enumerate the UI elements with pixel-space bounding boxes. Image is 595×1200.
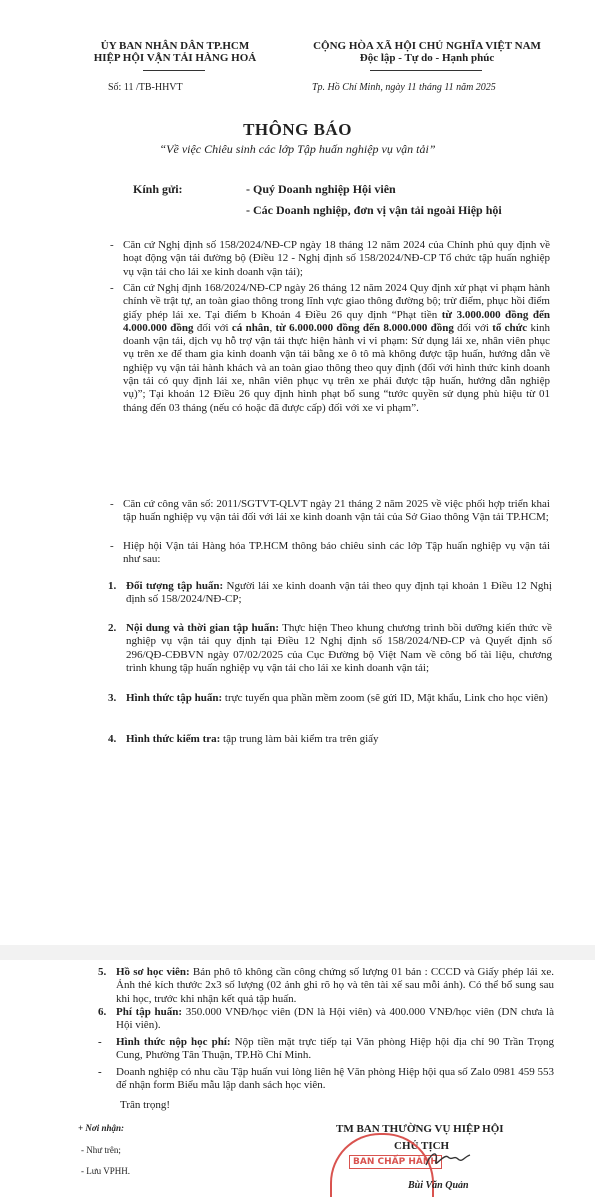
document-number: Số: 11 /TB-HHVT (108, 82, 183, 93)
nation-line-1: CỘNG HÒA XÃ HỘI CHỦ NGHĨA VIỆT NAM (313, 40, 541, 52)
org-underline (143, 70, 205, 71)
basis-1: - Căn cứ Nghị định số 158/2024/NĐ-CP ngày 18 tháng 12 năm 2024 của Chính phủ quy định về hoạt động vận tải đường bộ (Điều 12 - Nghị định số 158/2024/NĐ-CP Tổ chức tập huấn nghiệp vụ vận tải cho lái xe kinh doanh vận tải); (110, 239, 550, 278)
item-5: 5. Hồ sơ học viên: Bản phô tô không cần công chứng số lượng 01 bản : CCCD và Giấy phép lái xe. Ảnh thẻ kích thước 2x3 số lượng (02 ảnh ghi rõ họ và tên tài xế sau mỗi ảnh). Có thể bổ sung sau khi học, trước khi nhận kết quả tập huấn. (98, 966, 554, 1005)
signature-role: CHỦ TỊCH (394, 1140, 450, 1152)
item-3: 3. Hình thức tập huấn: trực tuyến qua phần mềm zoom (sẽ gửi ID, Mật khẩu, Link cho học viên) (108, 692, 548, 704)
signature-org: TM BAN THƯỜNG VỤ HIỆP HỘI (336, 1123, 504, 1135)
fee-payment-label: Hình thức nộp học phí: (116, 1036, 231, 1048)
item-2-label: Nội dung và thời gian tập huấn: (126, 622, 280, 634)
place-date: Tp. Hồ Chí Minh, ngày 11 tháng 11 năm 2025 (312, 82, 496, 93)
nation-line-2: Độc lập - Tự do - Hạnh phúc (359, 52, 495, 64)
org-header (80, 40, 270, 64)
closing-text: Trân trọng! (120, 1099, 171, 1111)
basis-2: - Căn cứ Nghị định 168/2024/NĐ-CP ngày 26 tháng 12 năm 2024 Quy định xử phạt vi phạm hành chính về trật tự, an toàn giao thông trong lĩnh vực giao thông đường bộ; trừ điểm, phục hồi điểm giấy phép lái xe. Tại điểm b Khoản 4 Điều 26 quy định “Phạt tiền từ 3.000.000 đồng đến 4.000.000 đồng đối với cá nhân, từ 6.000.000 đồng đến 8.000.000 đồng đối với tổ chức kinh doanh vận tải, dịch vụ hỗ trợ vận tải thực hiện hành vi vi phạm: Sử dụng lái xe, nhân viên phục vụ trên xe để tham gia kinh doanh vận tải bằng xe ô tô mà không được tập huấn, hướng dẫn về nghiệp vụ vận tải hành khách và an toàn giao thông theo quy định (đối với hình thức kinh doanh vận tải có quy định lái xe, nhân viên phục vụ trên xe phải được tập huấn, hướng dẫn nghiệp vụ)”; Tại khoản 12 Điều 26 quy định hình phạt bổ sung “tước quyền sử dụng phù hiệu từ 01 tháng đến 03 tháng (nếu có hoặc đã được cấp) đối với xe vi phạm”. (110, 282, 551, 414)
signer-name: Bùi Văn Quản (408, 1180, 469, 1191)
item-2: 2. Nội dung và thời gian tập huấn: Thực hiện Theo khung chương trình bồi dưỡng kiến thức về nghiệp vụ vận tải quy định tại Điều 12 Nghị định số 158/2024/NĐ-CP và Quyết định số 296/QĐ-CĐBVN ngày 07/02/2025 của Cục Đường bộ Việt Nam về công bố tài liệu, chương trình khung tập huấn nghiệp vụ vận tải cho lái xe kinh doanh vận tải; (108, 622, 552, 674)
seal-stamp-text: BAN CHẤP HÀNH (349, 1155, 442, 1169)
item-4: 4. Hình thức kiểm tra: tập trung làm bài kiểm tra trên giấy (108, 733, 379, 745)
recipients-label: Kính gửi: (133, 182, 183, 196)
nation-underline (370, 70, 482, 71)
handwritten-signature-icon (424, 1147, 472, 1171)
contact-note: - Doanh nghiệp có nhu cầu Tập huấn vui lòng liên hệ Văn phòng Hiệp hội qua số Zalo 0981 459 553 để nhận form Biểu mẫu lập danh sách học viên. (98, 1066, 554, 1092)
recipient-2: - Các Doanh nghiệp, đơn vị vận tải ngoài Hiệp hội (246, 203, 502, 217)
item-1: 1. Đối tượng tập huấn: Người lái xe kinh doanh vận tải theo quy định tại khoản 1 Điều 12 Nghị định số 158/2024/NĐ-CP; (108, 580, 552, 606)
document-title: THÔNG BÁO (243, 120, 352, 139)
basis-4: - Hiệp hội Vận tải Hàng hóa TP.HCM thông báo chiêu sinh các lớp Tập huấn nghiệp vụ vận tải như sau: (110, 540, 550, 566)
fee-payment: - Hình thức nộp học phí: Nộp tiền mặt trực tiếp tại Văn phòng Hiệp hội địa chỉ 90 Trần Trọng Cung, Phường Tân Thuận, TP.Hồ Chí Minh. (98, 1036, 554, 1062)
receiver-1: - Như trên; (81, 1145, 121, 1155)
receiver-2: - Lưu VPHH. (81, 1166, 130, 1176)
nation-header (282, 40, 572, 64)
item-6-label: Phí tập huấn: (116, 1006, 183, 1018)
item-6: 6. Phí tập huấn: 350.000 VNĐ/học viên (DN là Hội viên) và 400.000 VNĐ/học viên (DN chưa là Hội viên). (98, 1006, 554, 1032)
recipient-1: - Quý Doanh nghiệp Hội viên (246, 182, 396, 196)
item-5-label: Hồ sơ học viên: (116, 966, 190, 978)
penalty-text: “Phạt tiền từ 3.000.000 đồng đến 4.000.000 đồng đối với cá nhân, từ 6.000.000 đồng đến 8.000.000 đồng đối với tổ chức kinh doanh vận tải, dịch vụ hỗ trợ vận tải thực hiện hành vi vi phạm: Sử dụng lái xe, nhân viên phục vụ trên xe để tham gia kinh doanh vận tải bằng xe ô tô mà không được tập huấn, hướng dẫn về nghiệp vụ vận tải hành khách và an toàn giao thông theo quy định (đối với hình thức kinh doanh vận tải có quy định lái xe, nhân viên phục vụ trên xe phải được tập huấn, hướng dẫn nghiệp vụ)”; Tại khoản 12 Điều 26 quy định hình phạt bổ sung “tước quyền sử dụng phù hiệu từ 01 tháng đến 03 tháng (nếu có hoặc đã được cấp) đối với xe vi phạm”. (123, 308, 551, 414)
receivers-label: + Nơi nhận: (78, 1123, 124, 1133)
basis-3: - Căn cứ công văn số: 2011/SGTVT-QLVT ngày 21 tháng 2 năm 2025 về việc phối hợp triển khai tập huấn nghiệp vụ vận tải đối với lái xe kinh doanh vận tải của Sở Giao thông Vận tải TP.HCM; (110, 498, 550, 524)
item-4-label: Hình thức kiểm tra: (126, 733, 221, 745)
document-subtitle: “Về việc Chiêu sinh các lớp Tập huấn nghiệp vụ vận tải” (159, 142, 436, 156)
org-line-2: HIỆP HỘI VẬN TẢI HÀNG HOÁ (93, 52, 257, 64)
item-1-label: Đối tượng tập huấn: (126, 580, 224, 592)
org-line-1: ỦY BAN NHÂN DÂN TP.HCM (100, 40, 250, 52)
item-3-label: Hình thức tập huấn: (126, 692, 223, 704)
